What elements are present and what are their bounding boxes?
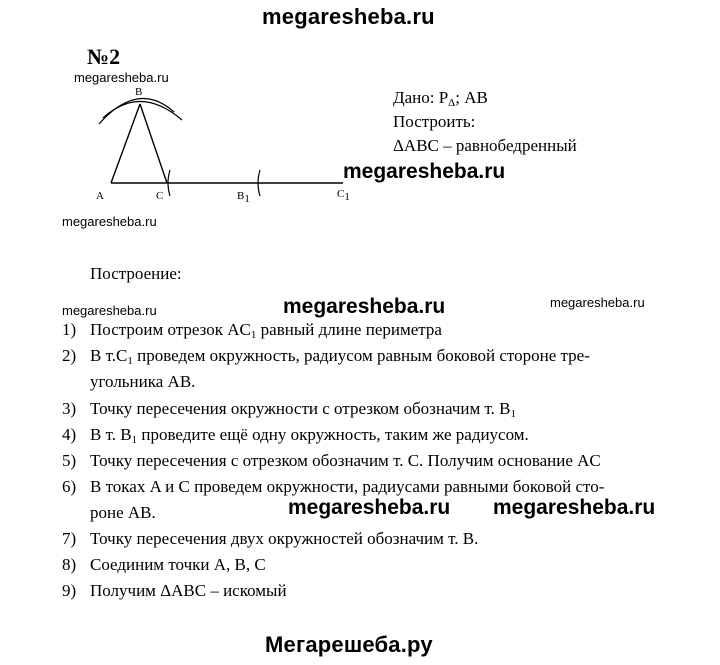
step-9: 9) Получим ΔABC – искомый: [62, 581, 287, 600]
arc-from-a: [99, 99, 174, 124]
problem-number: №2: [87, 44, 121, 69]
step-4: 4) В т. $B_1$ проведите ещё одну окружность, таким же радиусом.: [62, 425, 529, 446]
watermark-bold-3: megaresheba.ru: [288, 496, 451, 519]
step-8: 8) Соединим точки A, B, C: [62, 555, 266, 574]
given-line-3: ΔABC – равнобедренный: [393, 136, 577, 155]
step-5: 5) Точку пересечения с отрезком обозначим т. С. Получим основание AC: [62, 451, 601, 470]
step-7: 7) Точку пересечения двух окружностей обозначим т. B.: [62, 529, 479, 548]
label-point-a: A: [96, 190, 104, 202]
watermark-small-2: megaresheba.ru: [62, 214, 157, 229]
watermark-small-1: megaresheba.ru: [74, 70, 169, 85]
construction-heading: Построение:: [90, 264, 182, 283]
watermark-small-3: megaresheba.ru: [62, 303, 157, 318]
label-point-c: C: [156, 190, 164, 202]
label-point-b: B: [135, 86, 143, 98]
given-line-2: Построить:: [393, 112, 476, 131]
step-2-continuation: угольника AB.: [90, 372, 196, 391]
step-1: 1) Построим отрезок $AC_1$ равный длине периметра: [62, 320, 442, 341]
watermark-bold-1: megaresheba.ru: [343, 160, 506, 183]
step-6-continuation: роне AB.: [90, 503, 156, 522]
label-point-c1: $C_1$: [337, 188, 350, 203]
label-point-b1: $B_1$: [237, 190, 250, 205]
watermark-footer: Мегарешеба.ру: [265, 632, 433, 657]
side-bc: [140, 104, 167, 183]
watermark-small-4: megaresheba.ru: [550, 295, 645, 310]
watermark-header: megaresheba.ru: [262, 4, 435, 29]
step-2: 2) В $т.C_1$ проведем окружность, радиусом равным боковой стороне тре-: [62, 346, 590, 367]
watermark-bold-2: megaresheba.ru: [283, 295, 446, 318]
step-3: 3) Точку пересечения окружности с отрезком обозначим т. $B_1$: [62, 399, 516, 420]
step-6: 6) В токах A и C проведем окружности, радиусами равными боковой сто-: [62, 477, 605, 496]
watermark-bold-4: megaresheba.ru: [493, 496, 656, 519]
given-line-1: Дано: $P_\Delta$; AB: [393, 88, 488, 109]
side-ab: [111, 104, 140, 183]
given-text: [393, 86, 577, 158]
